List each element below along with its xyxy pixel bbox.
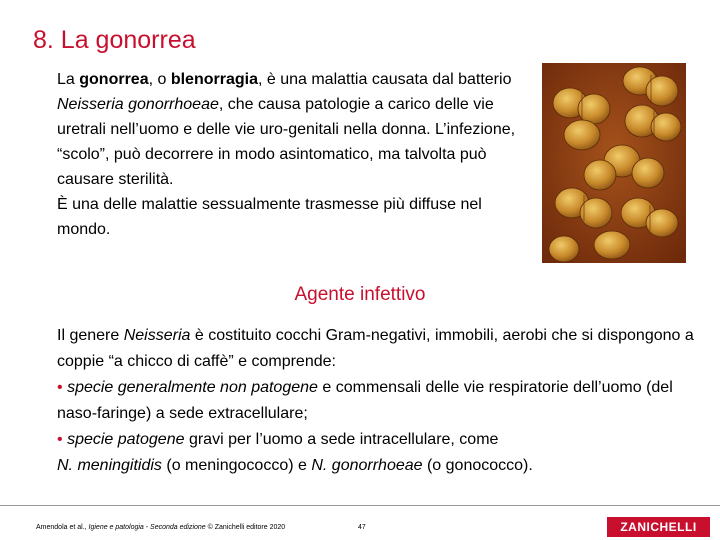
- species-name: Neisseria gonorrhoeae: [57, 96, 219, 113]
- genus-name: Neisseria: [123, 327, 191, 344]
- bullet-2-text: gravi per l’uomo a sede intracellulare, come: [184, 431, 499, 448]
- intro-text: , è una malattia causata dal batterio: [257, 71, 512, 88]
- zanichelli-logo: ZANICHELLI: [607, 517, 710, 537]
- bullet-2-text: (o meningococco) e: [161, 457, 312, 474]
- page-number: 47: [358, 524, 366, 531]
- credit-authors: Amendola et al.,: [36, 524, 89, 531]
- footer-credit: [36, 524, 285, 531]
- term-gonorrea: gonorrea: [79, 71, 149, 88]
- body-text: Il genere: [57, 327, 124, 344]
- gonococcus-micrograph: [542, 63, 686, 263]
- body-text: è costituito cocchi Gram-negativi, immobili, aerobi che si dispongono a coppie “a chicco di caffè” e comprende:: [57, 327, 694, 370]
- footer: [0, 505, 720, 540]
- credit-book-title: Igiene e patologia - Seconda edizione: [88, 524, 206, 531]
- intro-text: È una delle malattie sessualmente trasmesse più diffuse nel mondo.: [57, 196, 482, 238]
- credit-publisher: © Zanichelli editore 2020: [205, 524, 286, 531]
- bullet-1-term: specie generalmente non patogene: [67, 379, 318, 396]
- bullet-2-text: (o gonococco).: [422, 457, 533, 474]
- bullet: •: [57, 431, 63, 448]
- intro-text: , che causa patologie a carico delle vie uretrali nell’uomo e delle vie uro-genitali nella donna. L’infezione, “scolo”, può decorrere in modo asintomatico, ma talvolta può causare sterilità.: [57, 96, 516, 188]
- bullet: •: [57, 379, 63, 396]
- body-paragraph: [57, 323, 697, 479]
- species-gonorrhoeae: N. gonorrhoeae: [311, 457, 423, 474]
- intro-text: La: [57, 71, 80, 88]
- section-heading: Agente infettivo: [294, 284, 426, 305]
- footer-divider: [0, 505, 720, 506]
- bullet-2-term: specie patogene: [67, 431, 185, 448]
- slide-title: 8. La gonorrea: [33, 26, 196, 54]
- intro-text: , o: [148, 71, 171, 88]
- intro-paragraph: [57, 67, 527, 242]
- bullet-1-text: e commensali delle vie respiratorie dell’uomo (del naso-faringe) a sede extracellulare;: [57, 379, 673, 422]
- species-meningitidis: N. meningitidis: [57, 457, 162, 474]
- term-blenorragia: blenorragia: [170, 71, 258, 88]
